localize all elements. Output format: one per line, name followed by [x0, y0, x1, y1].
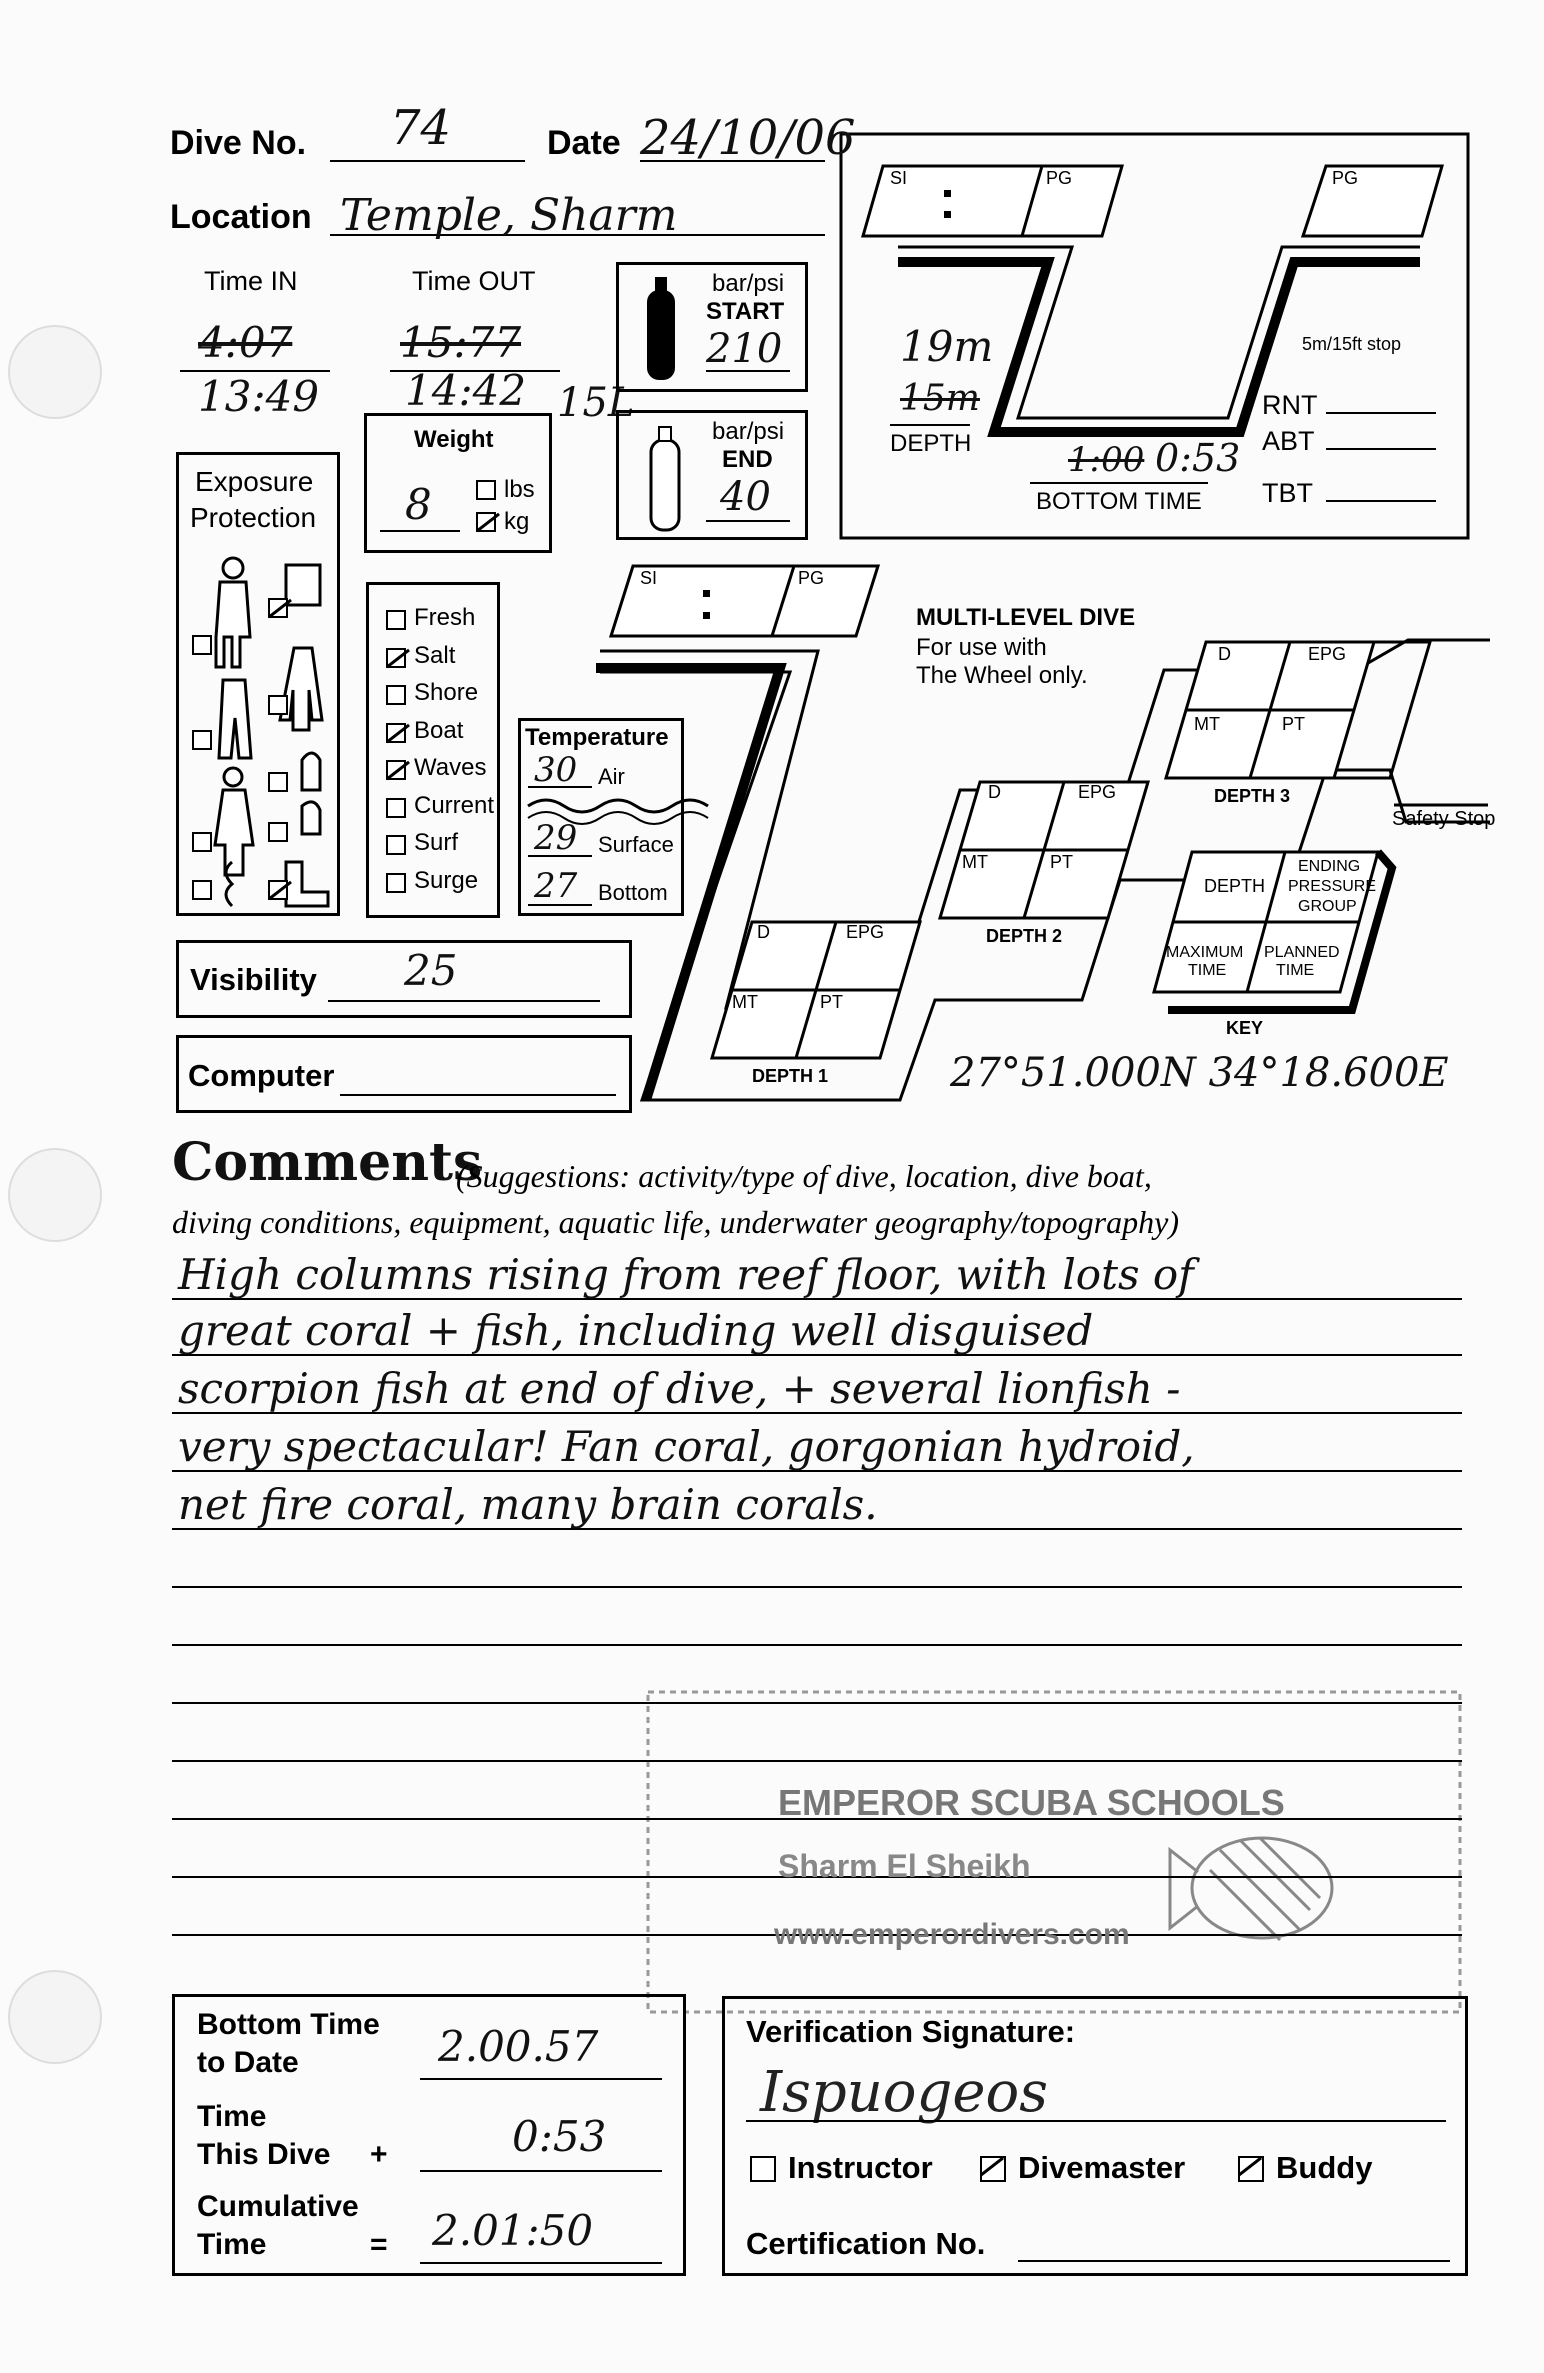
d2-epg-label: EPG — [1078, 782, 1117, 802]
condition-label: Salt — [414, 641, 456, 669]
tank-end-label: END — [722, 446, 773, 473]
tank-start-unit: bar/psi — [712, 270, 785, 297]
exposure-title-2: Protection — [190, 502, 317, 533]
exposure-drysuit-checkbox[interactable] — [192, 832, 212, 852]
safety-stop-text: Safety Stop — [1392, 808, 1496, 830]
lbs-checkbox[interactable] — [476, 480, 496, 500]
time-out-value[interactable]: 14:42 — [405, 366, 527, 415]
cumulative-value[interactable]: 2.01:50 — [432, 2206, 594, 2255]
computer-label: Computer — [188, 1058, 335, 1093]
this-dive-label-2: This Dive — [197, 2138, 331, 2171]
depth2-label: DEPTH 2 — [986, 926, 1063, 946]
cert-label: Certification No. — [746, 2226, 986, 2261]
profile-depth-struck: 15m — [900, 378, 980, 419]
rnt-underline — [1326, 412, 1436, 414]
comment-line-5[interactable]: net fire coral, many brain corals. — [178, 1480, 878, 1529]
comment-line-4[interactable]: very spectacular! Fan coral, gorgonian hydroid, — [178, 1422, 1195, 1471]
comments-suggestion-1: (Suggestions: activity/type of dive, location, dive boat, — [456, 1158, 1152, 1194]
key-depth-label: DEPTH — [1204, 876, 1266, 896]
dive-no-label: Dive No. — [170, 124, 307, 162]
cumulative-underline — [420, 2262, 662, 2264]
profile-depth-value[interactable]: 19m — [900, 322, 994, 371]
d1-d-label: D — [757, 922, 770, 942]
date-label: Date — [547, 124, 621, 162]
exposure-gloves-checkbox[interactable] — [268, 772, 288, 792]
d1-pt-label: PT — [820, 992, 844, 1012]
abt-underline — [1326, 448, 1436, 450]
comments-heading: Comments — [172, 1132, 483, 1193]
comment-rule — [172, 1586, 1462, 1588]
tank-end-value[interactable]: 40 — [720, 474, 771, 520]
condition-checkbox[interactable] — [386, 723, 406, 743]
tbt-underline — [1326, 500, 1436, 502]
surface-value[interactable]: 29 — [534, 818, 578, 858]
instructor-label: Instructor — [788, 2150, 933, 2185]
condition-checkbox[interactable] — [386, 685, 406, 705]
cert-underline — [1018, 2260, 1450, 2262]
time-in-label: Time IN — [204, 266, 298, 296]
condition-label: Waves — [414, 754, 487, 781]
exposure-title-1: Exposure — [195, 466, 314, 497]
d2-mt-label: MT — [962, 852, 988, 872]
key-mt-label-2: TIME — [1188, 962, 1227, 979]
verification-signature[interactable]: Ispuogeos — [760, 2060, 1048, 2125]
d2-d-label: D — [988, 782, 1001, 802]
visibility-value[interactable]: 25 — [404, 946, 458, 995]
d2-pt-label: PT — [1050, 852, 1074, 872]
tank-end-unit: bar/psi — [712, 418, 785, 445]
condition-checkbox[interactable] — [386, 873, 406, 893]
this-dive-value[interactable]: 0:53 — [512, 2112, 607, 2161]
d1-epg-label: EPG — [846, 922, 885, 942]
rnt-label: RNT — [1262, 390, 1318, 420]
condition-label: Shore — [414, 679, 479, 706]
profile-pg2-label: PG — [1332, 168, 1359, 188]
profile-bottom-time-label: BOTTOM TIME — [1036, 488, 1202, 515]
depth1-label: DEPTH 1 — [752, 1066, 829, 1086]
plus-sign: + — [370, 2138, 388, 2171]
verification-label: Verification Signature: — [746, 2014, 1076, 2049]
key-pt-label-1: PLANNED — [1264, 944, 1340, 961]
multilevel-title: MULTI-LEVEL DIVE — [916, 604, 1136, 631]
tbt-label: TBT — [1262, 478, 1313, 508]
multilevel-sub2: The Wheel only. — [916, 662, 1088, 689]
condition-label: Fresh — [414, 604, 476, 631]
comment-rule — [172, 1644, 1462, 1646]
multilevel-sub1: For use with — [916, 634, 1047, 661]
date-value[interactable]: 24/10/06 — [640, 110, 856, 166]
condition-label: Surf — [414, 829, 459, 856]
abt-label: ABT — [1262, 426, 1315, 456]
time-in-struck: 4:07 — [198, 318, 293, 367]
temperature-title: Temperature — [525, 724, 669, 751]
tank-end-underline — [706, 520, 790, 522]
d1-mt-label: MT — [732, 992, 758, 1012]
ml-si-label: SI — [640, 568, 658, 588]
key-epg-label-3: GROUP — [1298, 898, 1357, 915]
location-label: Location — [170, 198, 312, 236]
weight-value[interactable]: 8 — [405, 480, 432, 529]
profile-depth-label: DEPTH — [890, 430, 972, 457]
gps-coordinates: 27°51.000N 34°18.600E — [950, 1050, 1449, 1096]
condition-checkbox[interactable] — [386, 798, 406, 818]
buddy-checkbox[interactable] — [1238, 2156, 1264, 2182]
time-out-struck: 15:77 — [400, 318, 522, 367]
computer-underline — [340, 1094, 616, 1096]
stamp-line-1: EMPEROR SCUBA SCHOOLS — [778, 1782, 1285, 1823]
exposure-boots-checkbox[interactable] — [268, 880, 288, 900]
bottom-time-value[interactable]: 2.00.57 — [438, 2022, 599, 2071]
d3-mt-label: MT — [1194, 714, 1220, 734]
buddy-label: Buddy — [1276, 2150, 1373, 2185]
exposure-hood-checkbox[interactable] — [192, 880, 212, 900]
condition-checkbox[interactable] — [386, 760, 406, 780]
exposure-wetsuit-checkbox[interactable] — [192, 730, 212, 750]
key-mt-label-1: MAXIMUM — [1166, 944, 1244, 961]
d3-d-label: D — [1218, 644, 1231, 664]
condition-label: Boat — [414, 716, 464, 744]
stamp-line-3: www.emperordivers.com — [774, 1918, 1130, 1951]
comments-suggestion-2: diving conditions, equipment, aquatic life, underwater geography/topography) — [172, 1204, 1179, 1240]
comment-line-1[interactable]: High columns rising from reef floor, with lots of — [178, 1250, 1194, 1299]
lbs-label: lbs — [504, 476, 535, 503]
time-out-note: 15L — [557, 380, 635, 426]
location-value[interactable]: Temple, Sharm — [340, 190, 678, 241]
kg-label: kg — [504, 508, 530, 535]
condition-label: Surge — [414, 866, 479, 894]
this-dive-underline — [420, 2170, 662, 2172]
condition-label: Current — [414, 791, 495, 819]
equals-sign: = — [370, 2228, 388, 2261]
divemaster-label: Divemaster — [1018, 2150, 1186, 2185]
condition-checkbox[interactable] — [386, 610, 406, 630]
key-label: KEY — [1226, 1018, 1264, 1038]
d3-epg-label: EPG — [1308, 644, 1347, 664]
condition-checkbox[interactable] — [386, 648, 406, 668]
bottom-label: Bottom — [598, 880, 668, 905]
comment-rule — [172, 1760, 1462, 1762]
visibility-label: Visibility — [190, 962, 317, 997]
dive-no-underline — [330, 160, 525, 162]
weight-label: Weight — [414, 426, 494, 453]
surface-label: Surface — [598, 832, 674, 857]
instructor-checkbox[interactable] — [750, 2156, 776, 2182]
signature-underline — [746, 2120, 1446, 2122]
time-in-value[interactable]: 13:49 — [198, 372, 320, 421]
exposure-mitts-checkbox[interactable] — [268, 822, 288, 842]
profile-si-label: SI — [890, 168, 908, 188]
exposure-skin-checkbox[interactable] — [192, 635, 212, 655]
air-value[interactable]: 30 — [534, 750, 578, 790]
profile-bottom-time-underline — [1030, 482, 1208, 484]
profile-bottom-time-value[interactable]: 0:53 — [1155, 436, 1241, 480]
kg-checkbox[interactable] — [476, 512, 496, 532]
ml-pg-label: PG — [798, 568, 825, 588]
comment-rule — [172, 1702, 1462, 1704]
comment-line-2[interactable]: great coral + fish, including well disguised — [178, 1306, 1094, 1355]
time-out-label: Time OUT — [412, 266, 536, 296]
this-dive-label-1: Time — [197, 2100, 267, 2133]
bottom-value[interactable]: 27 — [534, 866, 578, 906]
bottom-time-underline — [420, 2078, 662, 2080]
cumulative-label-1: Cumulative — [197, 2190, 359, 2223]
profile-pg-label: PG — [1046, 168, 1073, 188]
key-epg-label-2: PRESSURE — [1288, 878, 1377, 895]
condition-checkbox[interactable] — [386, 835, 406, 855]
tank-start-label: START — [706, 298, 785, 325]
weight-underline — [380, 530, 460, 532]
tank-start-value[interactable]: 210 — [706, 326, 783, 372]
key-epg-label-1: ENDING — [1298, 858, 1361, 875]
comment-line-3[interactable]: scorpion fish at end of dive, + several lionfish - — [178, 1364, 1181, 1413]
exposure-shorty-checkbox[interactable] — [268, 598, 288, 618]
profile-depth-underline — [890, 424, 970, 426]
stamp-line-2: Sharm El Sheikh — [778, 1848, 1031, 1884]
safety-stop-label: 5m/15ft stop — [1302, 334, 1402, 354]
visibility-underline — [328, 1000, 600, 1002]
dive-no-value[interactable]: 74 — [390, 100, 452, 156]
bottom-time-label-1: Bottom Time — [197, 2008, 380, 2041]
bottom-time-label-2: to Date — [197, 2046, 299, 2079]
exposure-fullsuit-checkbox[interactable] — [268, 695, 288, 715]
cumulative-label-2: Time — [197, 2228, 267, 2261]
divemaster-checkbox[interactable] — [980, 2156, 1006, 2182]
air-label: Air — [598, 764, 625, 789]
key-pt-label-2: TIME — [1276, 962, 1315, 979]
d3-pt-label: PT — [1282, 714, 1306, 734]
profile-bottom-time-struck: 1:00 — [1068, 440, 1145, 480]
depth3-label: DEPTH 3 — [1214, 786, 1291, 806]
